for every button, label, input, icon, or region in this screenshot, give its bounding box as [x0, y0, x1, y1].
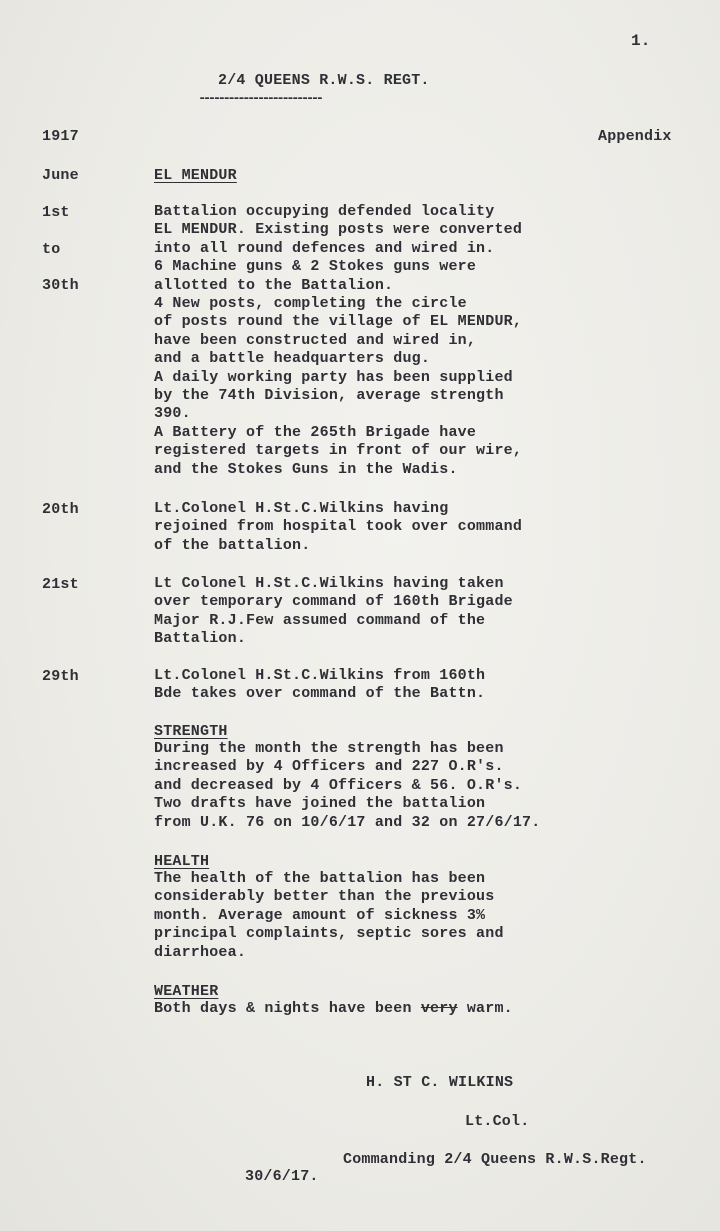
- signature-rank: Lt.Col.: [465, 1113, 530, 1130]
- page-number: 1.: [631, 32, 651, 50]
- year: 1917: [42, 128, 79, 145]
- month: June: [42, 167, 79, 184]
- title-underline: -------------------------: [198, 91, 321, 107]
- strength-heading: STRENGTH: [154, 723, 228, 740]
- entry-text: Battalion occupying defended locality EL MENDUR. Existing posts were converted into all round defences and wired in. 6 Machine guns & 2 Stokes guns were allotted to the Battalion. 4 New posts, completing the circle of posts round the village of EL MENDUR, have been constructed and wired in, and a battle headquarters dug. A daily working party has been supplied by the 74th Division, average strength 390. A Battery of the 265th Brigade have registered targets in front of our wire, and the Stokes Guns in the Wadis.: [154, 203, 523, 478]
- entry-date-start: 1st: [42, 204, 70, 221]
- entry-date: 21st: [42, 576, 79, 593]
- signature-name: H. ST C. WILKINS: [366, 1074, 514, 1091]
- weather-heading: WEATHER: [154, 983, 219, 1000]
- locality-heading: EL MENDUR: [154, 167, 237, 184]
- weather-text: [154, 1000, 513, 1018]
- struck-word: very: [420, 1000, 458, 1017]
- document-title: 2/4 QUEENS R.W.S. REGT.: [218, 72, 430, 89]
- entry-text: Lt.Colonel H.St.C.Wilkins having rejoined from hospital took over command of the battalion.: [154, 500, 523, 554]
- weather-text-before: Both days & nights have been: [154, 1000, 421, 1017]
- health-text: The health of the battalion has been considerably better than the previous month. Average amount of sickness 3% principal complaints, septic sores and diarrhoea.: [154, 870, 504, 961]
- signature-command: Commanding 2/4 Queens R.W.S.Regt.: [343, 1151, 647, 1168]
- health-heading: HEALTH: [154, 853, 210, 870]
- entry-date: 29th: [42, 668, 79, 685]
- weather-text-after: warm.: [457, 1000, 513, 1017]
- entry-text: Lt.Colonel H.St.C.Wilkins from 160th Bde takes over command of the Battn.: [154, 667, 486, 703]
- entry-date: 20th: [42, 501, 79, 518]
- entry-text: Lt Colonel H.St.C.Wilkins having taken over temporary command of 160th Brigade Major R.J.Few assumed command of the Battalion.: [154, 575, 513, 648]
- strength-text: During the month the strength has been increased by 4 Officers and 227 O.R's. and decreased by 4 Officers & 56. O.R's. Two drafts have joined the battalion from U.K. 76 on 10/6/17 and 32 on 27/6/17.: [154, 740, 541, 831]
- entry-date-end: 30th: [42, 277, 79, 294]
- appendix-label: Appendix: [598, 128, 672, 145]
- document-date: 30/6/17.: [245, 1168, 319, 1185]
- entry-date-to: to: [42, 241, 61, 258]
